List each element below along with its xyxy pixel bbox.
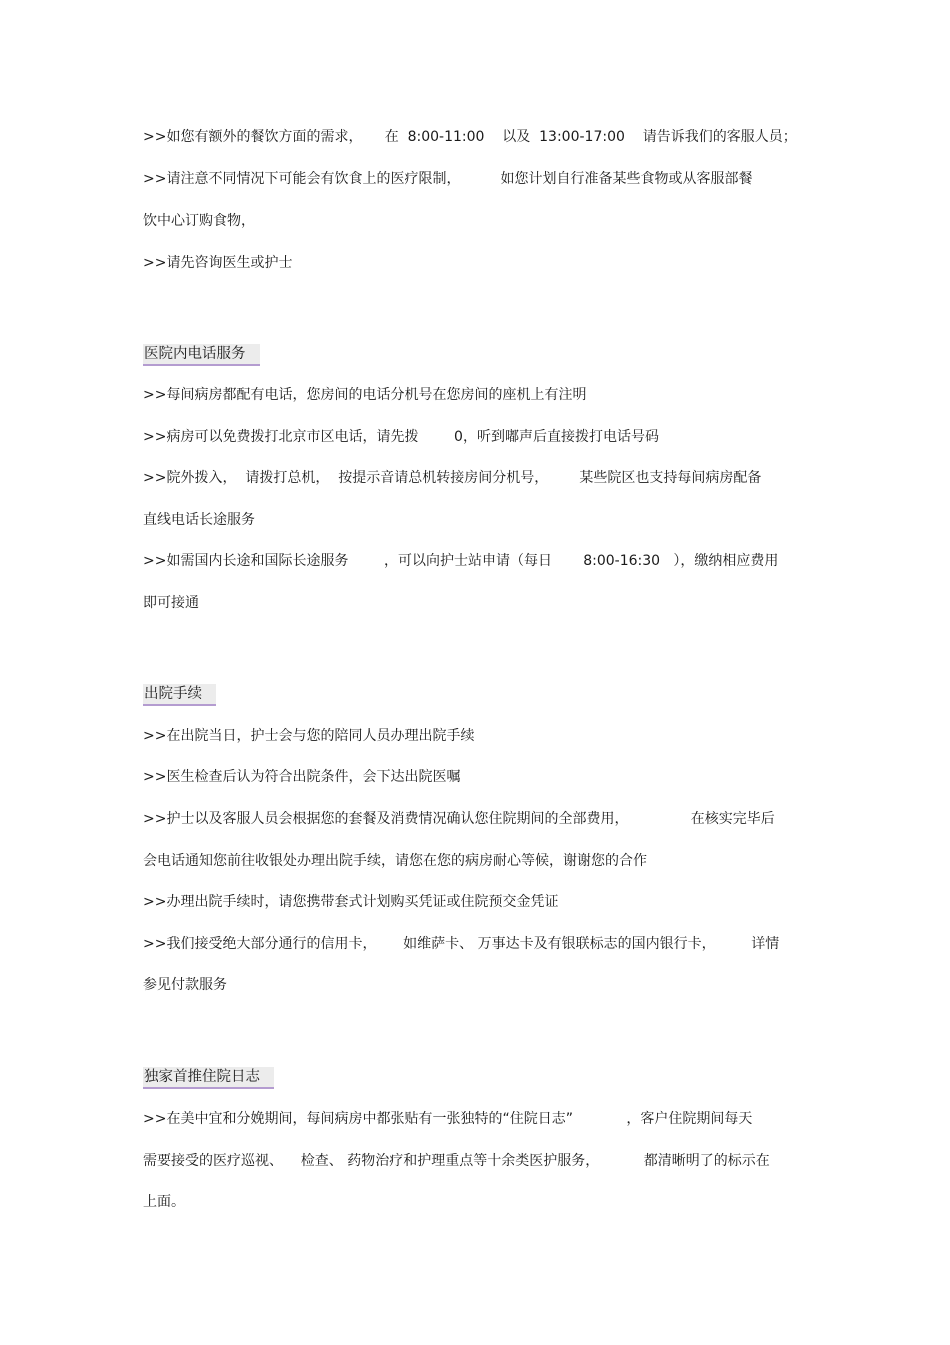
dining-line-3: 饮中心订购食物， [143, 213, 255, 229]
discharge-line-1: >>在出院当日，护士会与您的陪同人员办理出院手续 [143, 728, 475, 744]
dining-line-4: >>请先咨询医生或护士 [143, 255, 293, 271]
diary-line-2: 需要接受的医疗巡视、 检查、 药物治疗和护理重点等十余类医护服务， 都清晰明了的标示在 [143, 1153, 770, 1169]
phone-section-heading: 医院内电话服务 [143, 344, 260, 366]
diary-line-3: 上面。 [143, 1194, 185, 1210]
dining-line-1: >>如您有额外的餐饮方面的需求， 在 8:00-11:00 以及 13:00-17:00 请告诉我们的客服人员； [143, 129, 797, 145]
phone-line-1: >>每间病房都配有电话，您房间的电话分机号在您房间的座机上有注明 [143, 387, 587, 403]
phone-line-4: 直线电话长途服务 [143, 512, 255, 528]
discharge-line-7: 参见付款服务 [143, 977, 227, 993]
phone-line-6: 即可接通 [143, 595, 199, 611]
dining-line-2: >>请注意不同情况下可能会有饮食上的医疗限制， 如您计划自行准备某些食物或从客服部餐 [143, 171, 753, 187]
discharge-line-4: 会电话通知您前往收银处办理出院手续，请您在您的病房耐心等候，谢谢您的合作 [143, 853, 647, 869]
phone-line-5: >>如需国内长途和国际长途服务 ，可以向护士站申请（每日 8:00-16:30 ），缴纳相应费用 [143, 553, 779, 569]
phone-line-2: >>病房可以免费拨打北京市区电话，请先拨 0，听到嘟声后直接拨打电话号码 [143, 429, 659, 445]
discharge-section-heading: 出院手续 [143, 684, 216, 706]
diary-line-1: >>在美中宜和分娩期间，每间病房中都张贴有一张独特的“住院日志” ，客户住院期间每天 [143, 1111, 753, 1127]
phone-line-3: >>院外拨入， 请拨打总机， 按提示音请总机转接房间分机号， 某些院区也支持每间病房配备 [143, 470, 762, 486]
discharge-line-6: >>我们接受绝大部分通行的信用卡， 如维萨卡、 万事达卡及有银联标志的国内银行卡， 详情 [143, 936, 780, 952]
discharge-line-3: >>护士以及客服人员会根据您的套餐及消费情况确认您住院期间的全部费用， 在核实完毕后 [143, 811, 775, 827]
diary-section-heading: 独家首推住院日志 [143, 1067, 274, 1089]
discharge-line-2: >>医生检查后认为符合出院条件，会下达出院医嘱 [143, 769, 461, 785]
discharge-line-5: >>办理出院手续时，请您携带套式计划购买凭证或住院预交金凭证 [143, 894, 559, 910]
